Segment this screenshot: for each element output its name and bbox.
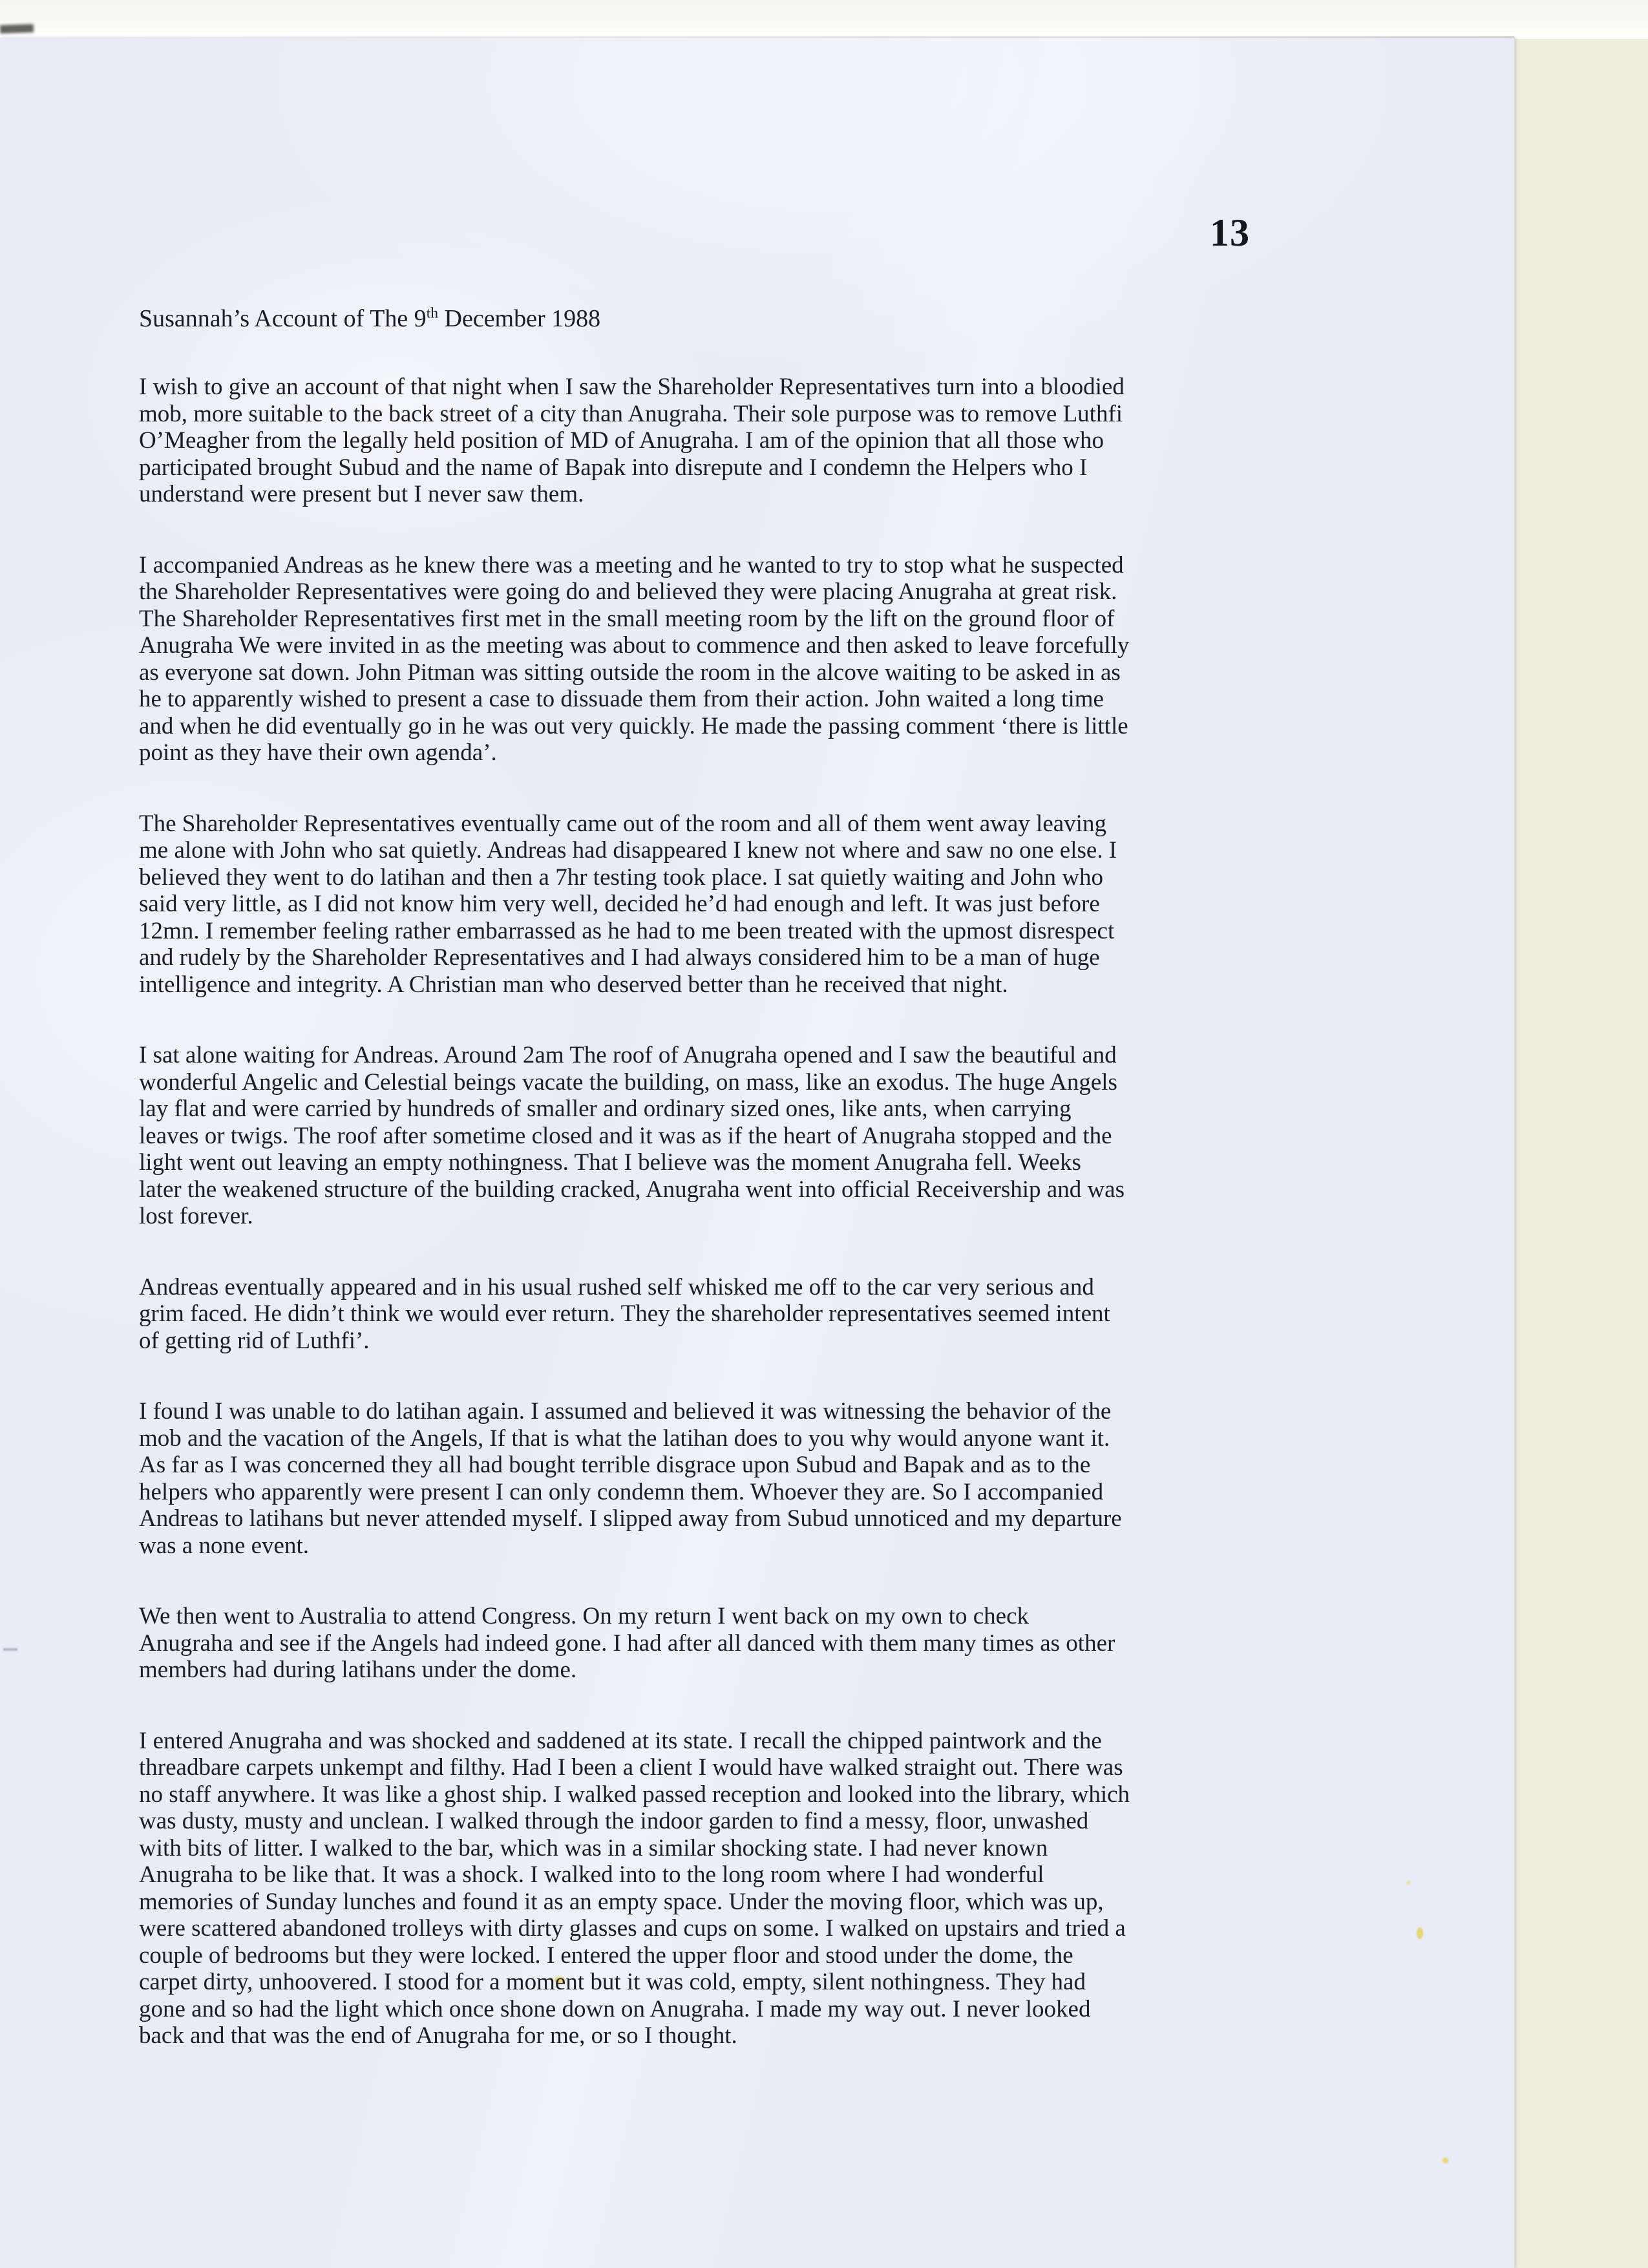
text-line: intelligence and integrity. A Christian man who deserved better than he received that night.	[139, 971, 1008, 998]
text-line: believed they went to do latihan and then a 7hr testing took place. I sat quietly waiting and John who	[139, 864, 1103, 891]
scan-smudge-artifact	[0, 24, 34, 34]
text-line: I accompanied Andreas as he knew there was a meeting and he wanted to try to stop what he suspected	[139, 551, 1124, 578]
title-ordinal-superscript: th	[426, 304, 439, 322]
text-line: with bits of litter. I walked to the bar, which was in a similar shocking state. I had never known	[139, 1834, 1048, 1861]
scan-top-strip	[0, 0, 1648, 39]
text-line: wonderful Angelic and Celestial beings vacate the building, on mass, like an exodus. The huge Angels	[139, 1068, 1117, 1096]
document-body	[139, 374, 1263, 2050]
text-line: We then went to Australia to attend Congress. On my return I went back on my own to check	[139, 1603, 1030, 1629]
text-line: said very little, as I did not know him very well, decided he’d had enough and left. It was just before	[139, 891, 1100, 917]
text-line: and when he did eventually go in he was out very quickly. He made the passing comment ‘there is little	[139, 712, 1128, 739]
paper-fleck-artifact	[1406, 1881, 1411, 1885]
paper-fleck-artifact	[1442, 2157, 1448, 2163]
text-line: no staff anywhere. It was like a ghost ship. I walked passed reception and looked into the library, which	[139, 1781, 1130, 1808]
paragraph	[139, 1042, 1263, 1230]
text-line: I wish to give an account of that night when I saw the Shareholder Representatives turn into a bloodied	[139, 374, 1125, 400]
text-line: as everyone sat down. John Pitman was sitting outside the room in the alcove waiting to be asked in as	[139, 659, 1121, 686]
paragraph	[139, 374, 1263, 508]
text-line: mob and the vacation of the Angels, If that is what the latihan does to you why would anyone want it.	[139, 1425, 1110, 1452]
text-line: me alone with John who sat quietly. Andreas had disappeared I knew not where and saw no one else. I	[139, 837, 1117, 864]
paragraph	[139, 552, 1263, 767]
text-line: memories of Sunday lunches and found it as an empty space. Under the moving floor, which was up,	[139, 1888, 1104, 1915]
paragraph	[139, 1728, 1263, 2050]
paper-fleck-artifact	[1417, 1927, 1423, 1939]
text-line: carpet dirty, unhoovered. I stood for a moment but it was cold, empty, silent nothingness. They had	[139, 1969, 1086, 1995]
text-line: and rudely by the Shareholder Representatives and I had always considered him to be a man of huge	[139, 944, 1100, 971]
paragraph	[139, 1274, 1263, 1355]
text-line: The Shareholder Representatives eventually came out of the room and all of them went away leaving	[139, 810, 1106, 837]
text-line: lost forever.	[139, 1203, 253, 1229]
document-title	[139, 305, 1263, 332]
paragraph	[139, 1603, 1263, 1684]
text-line: point as they have their own agenda’.	[139, 739, 497, 766]
text-line: the Shareholder Representatives were going do and believed they were placing Anugraha at great risk.	[139, 578, 1117, 605]
text-line: lay flat and were carried by hundreds of smaller and ordinary sized ones, like ants, when carrying	[139, 1096, 1072, 1122]
text-line: threadbare carpets unkempt and filthy. Had I been a client I would have walked straight out. There was	[139, 1754, 1123, 1781]
text-line: I found I was unable to do latihan again. I assumed and believed it was witnessing the behavior of the	[139, 1398, 1112, 1425]
text-line: back and that was the end of Anugraha for me, or so I thought.	[139, 2022, 737, 2049]
text-line: of getting rid of Luthfi’.	[139, 1327, 370, 1354]
text-line: Anugraha We were invited in as the meeting was about to commence and then asked to leave forcefully	[139, 632, 1130, 659]
text-line: gone and so had the light which once shone down on Anugraha. I made my way out. I never looked	[139, 1995, 1091, 2022]
text-line: I sat alone waiting for Andreas. Around 2am The roof of Anugraha opened and I saw the beautiful and	[139, 1042, 1117, 1068]
text-line: 12mn. I remember feeling rather embarrassed as he had to me been treated with the upmost disrespect	[139, 917, 1115, 944]
paper-top-edge	[0, 36, 1514, 38]
title-text: Susannah’s Account of The 9	[139, 305, 427, 332]
text-line: grim faced. He didn’t think we would ever return. They the shareholder representatives seemed intent	[139, 1300, 1110, 1327]
text-line: was a none event.	[139, 1532, 310, 1559]
text-line: light went out leaving an empty nothingness. That I believe was the moment Anugraha fell. Weeks	[139, 1149, 1081, 1176]
text-line: I entered Anugraha and was shocked and saddened at its state. I recall the chipped paintwork and the	[139, 1727, 1102, 1754]
text-line: Andreas eventually appeared and in his usual rushed self whisked me off to the car very serious and	[139, 1273, 1094, 1300]
text-line: were scattered abandoned trolleys with dirty glasses and cups on some. I walked on upstairs and tried a	[139, 1915, 1126, 1942]
text-line: later the weakened structure of the building cracked, Anugraha went into official Receivership and was	[139, 1176, 1125, 1203]
text-line: understand were present but I never saw them.	[139, 481, 584, 507]
text-line: Anugraha and see if the Angels had indeed gone. I had after all danced with them many times as other	[139, 1629, 1115, 1657]
document-content	[139, 305, 1263, 2093]
text-line: Andreas to latihans but never attended myself. I slipped away from Subud unnoticed and my departure	[139, 1505, 1122, 1532]
text-line: leaves or twigs. The roof after sometime closed and it was as if the heart of Anugraha stopped and the	[139, 1122, 1112, 1149]
text-line: The Shareholder Representatives first met in the small meeting room by the lift on the ground floor of	[139, 605, 1115, 632]
text-line: O’Meagher from the legally held position of MD of Anugraha. I am of the opinion that all those who	[139, 427, 1104, 454]
text-line: members had during latihans under the dome.	[139, 1657, 577, 1683]
text-line: Anugraha to be like that. It was a shock. I walked into to the long room where I had wonderful	[139, 1861, 1044, 1888]
paragraph	[139, 811, 1263, 999]
margin-dash-artifact	[3, 1648, 17, 1651]
text-line: helpers who apparently were present I can only condemn them. Whoever they are. So I accompanied	[139, 1478, 1104, 1505]
paragraph	[139, 1398, 1263, 1559]
text-line: couple of bedrooms but they were locked. I entered the upper floor and stood under the dome, the	[139, 1942, 1073, 1969]
text-line: he to apparently wished to present a case to dissuade them from their action. John waited a long time	[139, 686, 1104, 712]
text-line: As far as I was concerned they all had bought terrible disgrace upon Subud and Bapak and as to the	[139, 1452, 1091, 1478]
text-line: was dusty, musty and unclean. I walked through the indoor garden to find a messy, floor, unwashed	[139, 1808, 1089, 1834]
text-line: participated brought Subud and the name of Bapak into disrepute and I condemn the Helpers who I	[139, 454, 1088, 481]
title-text-suffix: December 1988	[438, 305, 601, 332]
text-line: mob, more suitable to the back street of a city than Anugraha. Their sole purpose was to remove Luthfi	[139, 400, 1123, 427]
page-number: 13	[1210, 211, 1250, 254]
